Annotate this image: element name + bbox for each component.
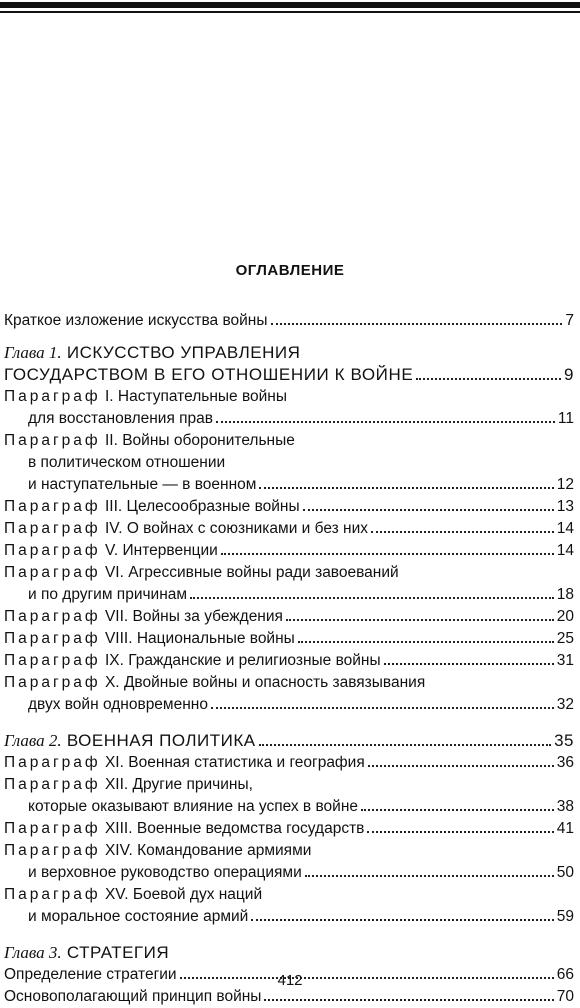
paragraph-word: Параграф (4, 542, 101, 559)
paragraph-title-cont: для восстановления прав (28, 410, 214, 427)
leader-dots (264, 999, 553, 1001)
toc-paragraph-1 (4, 386, 574, 430)
paragraph-word: Параграф (4, 432, 101, 449)
leader-dots (368, 765, 554, 767)
chapter-title-line2: ГОСУДАРСТВОМ В ЕГО ОТНОШЕНИИ К ВОЙНЕ (4, 365, 414, 384)
toc-paragraph-12 (4, 774, 574, 818)
entry-page: 66 (556, 966, 574, 983)
toc-paragraph-7 (4, 606, 574, 628)
toc-paragraph-11 (4, 752, 574, 774)
leader-dots (371, 531, 554, 533)
leader-dots (303, 509, 554, 511)
paragraph-word: Параграф (4, 630, 101, 647)
paragraph-title-cont: и наступательные — в военном (28, 476, 257, 493)
entry-page: 70 (556, 988, 574, 1005)
paragraph-word: Параграф (4, 776, 101, 793)
leader-dots (384, 663, 554, 665)
chapter-label: Глава 2. (4, 731, 62, 750)
paragraph-number: VI. (104, 564, 124, 581)
paragraph-number: IV. (104, 520, 123, 537)
paragraph-number: II. (104, 432, 118, 449)
paragraph-title: Военные ведомства государств (136, 820, 365, 837)
leader-dots (361, 809, 554, 811)
leader-dots (221, 553, 554, 555)
paragraph-title: Целесообразные войны (126, 498, 300, 515)
entry-page: 31 (556, 652, 574, 669)
chapter-title: ВОЕННАЯ ПОЛИТИКА (66, 731, 256, 750)
entry-page: 12 (556, 476, 574, 493)
entry-page: 35 (554, 731, 574, 750)
paragraph-title: Войны за убеждения (132, 608, 283, 625)
chapter-label: Глава 3. (4, 943, 62, 962)
leader-dots (259, 487, 553, 489)
toc-chapter-3 (4, 942, 574, 964)
leader-dots (305, 875, 554, 877)
entry-page: 32 (556, 696, 574, 713)
entry-page: 14 (556, 542, 574, 559)
entry-title: Определение стратегии (4, 966, 177, 983)
top-rule-thin (0, 11, 580, 13)
entry-page: 59 (556, 908, 574, 925)
toc-chapter-1 (4, 342, 574, 386)
entry-page: 14 (556, 520, 574, 537)
paragraph-word: Параграф (4, 520, 101, 537)
entry-page: 36 (556, 754, 574, 771)
toc-entry-intro (4, 310, 574, 332)
top-rule-thick (0, 2, 580, 8)
toc-paragraph-8 (4, 628, 574, 650)
paragraph-word: Параграф (4, 886, 101, 903)
paragraph-title: Гражданские и религиозные войны (128, 652, 381, 669)
toc-paragraph-10 (4, 672, 574, 716)
paragraph-word: Параграф (4, 388, 101, 405)
leader-dots (416, 378, 561, 380)
toc-paragraph-4 (4, 518, 574, 540)
paragraph-title: Национальные войны (136, 630, 295, 647)
leader-dots (211, 707, 554, 709)
toc-paragraph-15 (4, 884, 574, 928)
toc-chapter-2 (4, 730, 574, 752)
leader-dots (286, 619, 554, 621)
entry-page: 25 (556, 630, 574, 647)
entry-page: 41 (556, 820, 574, 837)
toc-paragraph-14 (4, 840, 574, 884)
paragraph-title: Двойные войны и опасность завязывания (123, 674, 426, 691)
entry-page: 20 (556, 608, 574, 625)
paragraph-title-cont: и по другим причинам (28, 586, 188, 603)
paragraph-number: XIII. (104, 820, 133, 837)
leader-dots (367, 831, 553, 833)
paragraph-word: Параграф (4, 820, 101, 837)
paragraph-word: Параграф (4, 652, 101, 669)
entry-page: 9 (563, 365, 574, 384)
leader-dots (190, 597, 554, 599)
page-number: 412 (277, 972, 303, 989)
leader-dots (216, 421, 555, 423)
entry-page: 18 (556, 586, 574, 603)
paragraph-title: Интервенции (122, 542, 218, 559)
paragraph-title-cont: которые оказывают влияние на успех в войне (28, 798, 358, 815)
entry-page: 38 (556, 798, 574, 815)
leader-dots (259, 744, 551, 746)
entry-page: 11 (557, 410, 574, 427)
paragraph-title: Агрессивные войны ради завоеваний (128, 564, 399, 581)
entry-page: 7 (565, 312, 574, 329)
entry-title: Краткое изложение искусства войны (4, 312, 268, 329)
toc-paragraph-9 (4, 650, 574, 672)
paragraph-title: Командование армиями (137, 842, 312, 859)
chapter-title-line1: ИСКУССТВО УПРАВЛЕНИЯ (66, 343, 301, 362)
paragraph-number: IX. (104, 652, 124, 669)
paragraph-number: VII. (104, 608, 129, 625)
chapter-title: СТРАТЕГИЯ (66, 943, 170, 962)
paragraph-title: Войны оборонительные (122, 432, 295, 449)
paragraph-number: XII. (104, 776, 129, 793)
toc-paragraph-5 (4, 540, 574, 562)
paragraph-title-cont: двух войн одновременно (28, 696, 208, 713)
paragraph-number: X. (104, 674, 120, 691)
paragraph-title-cont: в политическом отношении (28, 454, 226, 471)
chapter-label: Глава 1. (4, 343, 62, 362)
leader-dots (251, 919, 553, 921)
paragraph-word: Параграф (4, 564, 101, 581)
paragraph-number: VIII. (104, 630, 133, 647)
paragraph-title-cont: и моральное состояние армий (28, 908, 249, 925)
paragraph-title: Боевой дух наций (132, 886, 263, 903)
paragraph-number: XI. (104, 754, 124, 771)
toc-paragraph-3 (4, 496, 574, 518)
toc-paragraph-6 (4, 562, 574, 606)
paragraph-title: Военная статистика и география (128, 754, 365, 771)
paragraph-title: Наступательные войны (117, 388, 287, 405)
paragraph-word: Параграф (4, 608, 101, 625)
table-of-contents (4, 310, 574, 1008)
leader-dots (298, 641, 554, 643)
leader-dots (271, 323, 563, 325)
paragraph-number: XIV. (104, 842, 133, 859)
toc-paragraph-13 (4, 818, 574, 840)
entry-page: 50 (556, 864, 574, 881)
paragraph-title-cont: и верховное руководство операциями (28, 864, 302, 881)
toc-section-2 (4, 986, 574, 1008)
entry-title: Основополагающий принцип войны (4, 988, 262, 1005)
paragraph-word: Параграф (4, 754, 101, 771)
toc-paragraph-2 (4, 430, 574, 496)
entry-page: 13 (556, 498, 574, 515)
paragraph-word: Параграф (4, 842, 101, 859)
paragraph-title: Другие причины, (132, 776, 253, 793)
paragraph-word: Параграф (4, 674, 101, 691)
paragraph-number: XV. (104, 886, 129, 903)
paragraph-number: V. (104, 542, 119, 559)
paragraph-number: I. (104, 388, 114, 405)
paragraph-number: III. (104, 498, 123, 515)
paragraph-word: Параграф (4, 498, 101, 515)
toc-title: ОГЛАВЛЕНИЕ (235, 262, 345, 279)
paragraph-title: О войнах с союзниками и без них (126, 520, 368, 537)
